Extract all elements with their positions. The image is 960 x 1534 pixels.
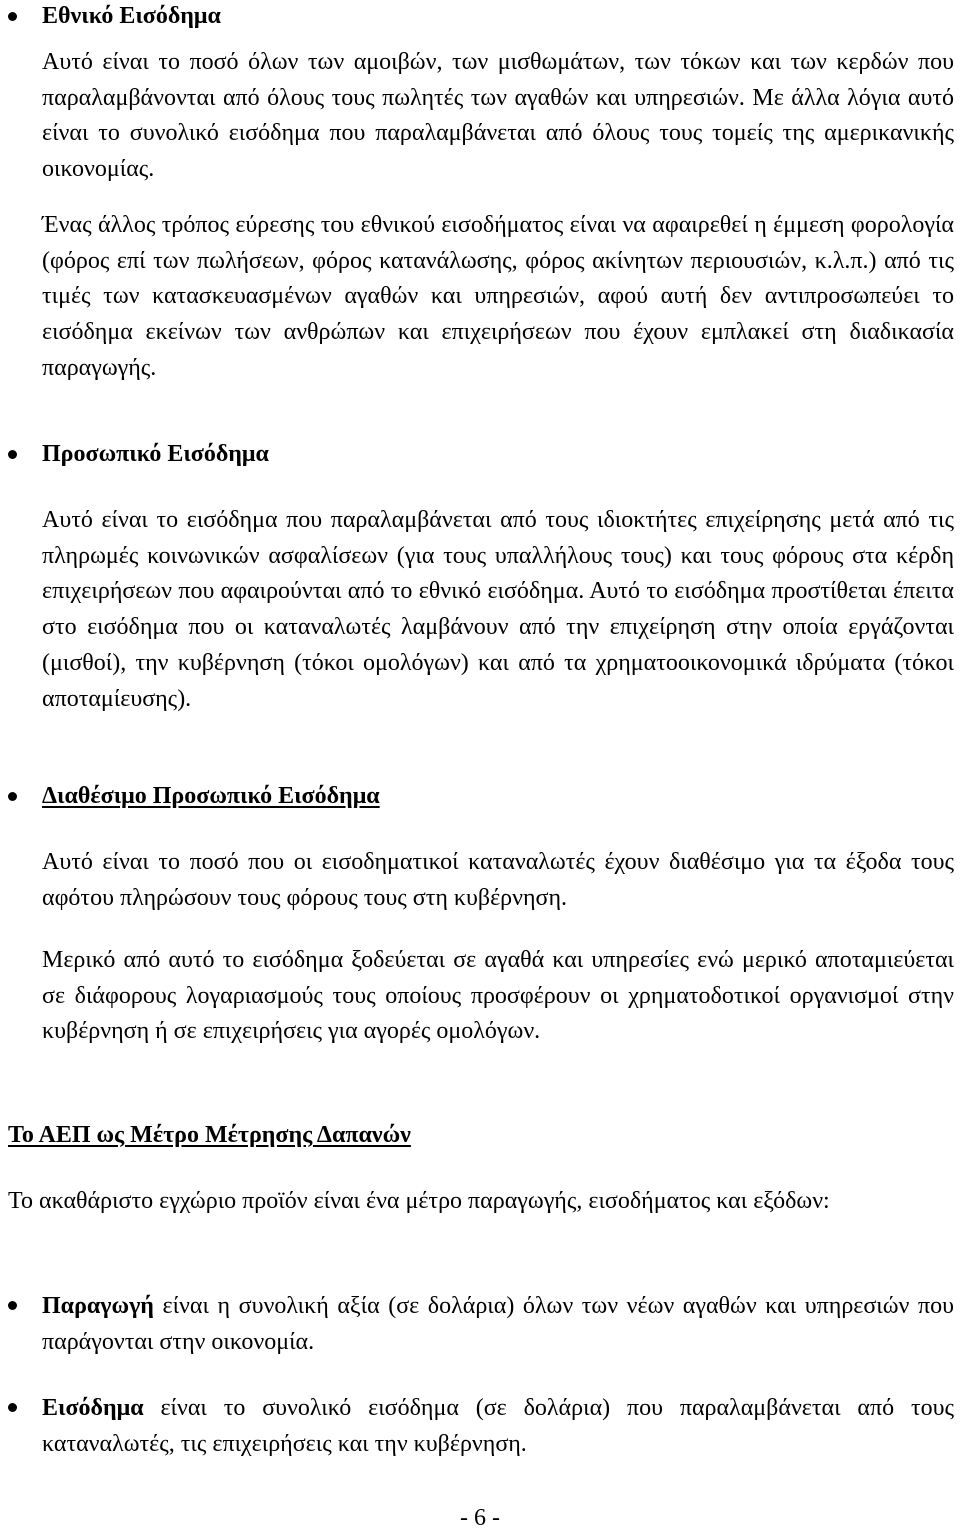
section-heading-national-income xyxy=(42,0,221,32)
heading-text: Το ΑΕΠ ως Μέτρο Μέτρησης Δαπανών xyxy=(8,1122,411,1148)
bullet-icon xyxy=(8,1301,17,1310)
list-item xyxy=(42,1391,954,1462)
term: Παραγωγή xyxy=(42,1293,154,1319)
heading-text: Διαθέσιμο Προσωπικό Εισόδημα xyxy=(42,783,380,809)
heading-text: Προσωπικό Εισόδημα xyxy=(42,441,269,467)
list-item xyxy=(42,1289,954,1360)
bullet-icon xyxy=(8,792,17,801)
bullet-icon xyxy=(8,12,17,21)
section-heading-gdp xyxy=(8,1119,411,1151)
section-heading-personal-income xyxy=(42,438,269,470)
definition: είναι το συνολικό εισόδημα (σε δολάρια) που παραλαμβάνεται από τους καταναλωτές, τις επιχειρήσεις και την κυβέρνηση. xyxy=(42,1395,954,1457)
paragraph: Μερικό από αυτό το εισόδημα ξοδεύεται σε αγαθά και υπηρεσίες ενώ μερικό αποταμιεύεται σε διάφορους λογαριασμούς τους οποίους προσφέρουν οι χρηματοδοτικοί οργανισμοί στην κυβέρνηση ή σε επιχειρήσεις για αγορές ομολόγων. xyxy=(42,947,954,1045)
bullet-icon xyxy=(8,450,17,459)
definition: είναι η συνολική αξία (σε δολάρια) όλων των νέων αγαθών και υπηρεσιών που παράγονται στην οικονομία. xyxy=(42,1293,954,1355)
page-number: - 6 - xyxy=(460,1505,500,1531)
paragraph: Ένας άλλος τρόπος εύρεσης του εθνικού εισοδήματος είναι να αφαιρεθεί η έμμεση φορολογία (φόρος επί των πωλήσεων, φόρος κατανάλωσης, φόρος ακίνητων περιουσιών, κ.λ.π.) από τις τιμές των κατασκευασμένων αγαθών και υπηρεσιών, αφού αυτή δεν αντιπροσωπεύει το εισόδημα εκείνων των ανθρώπων και επιχειρήσεων που έχουν εμπλακεί στη διαδικασία παραγωγής. xyxy=(42,212,954,381)
paragraph: Το ακαθάριστο εγχώριο προϊόν είναι ένα μέτρο παραγωγής, εισοδήματος και εξόδων: xyxy=(8,1188,830,1214)
bullet-icon xyxy=(8,1403,17,1412)
paragraph: Αυτό είναι το εισόδημα που παραλαμβάνεται από τους ιδιοκτήτες επιχείρησης μετά από τις πληρωμές κοινωνικών ασφαλίσεων (για τους υπαλλήλους τους) και τους φόρους στα κέρδη επιχειρήσεων που αφαιρούνται από το εθνικό εισόδημα. Αυτό το εισόδημα προστίθεται έπειτα στο εισόδημα που οι καταναλωτές λαμβάνουν από την επιχείρηση στην οποία εργάζονται (μισθοί), την κυβέρνηση (τόκοι ομολόγων) και από τα χρηματοοικονομικά ιδρύματα (τόκοι αποταμίευσης). xyxy=(42,507,954,712)
paragraph: Αυτό είναι το ποσό όλων των αμοιβών, των μισθωμάτων, των τόκων και των κερδών που παραλαμβάνονται από όλους τους πωλητές των αγαθών και υπηρεσιών. Με άλλα λόγια αυτό είναι το συνολικό εισόδημα που παραλαμβάνεται από όλους τους τομείς της αμερικανικής οικονομίας. xyxy=(42,49,954,183)
term: Εισόδημα xyxy=(42,1395,144,1421)
heading-text: Εθνικό Εισόδημα xyxy=(42,3,221,29)
paragraph: Αυτό είναι το ποσό που οι εισοδηματικοί καταναλωτές έχουν διαθέσιμο για τα έξοδα τους αφότου πληρώσουν τους φόρους τους στη κυβέρνηση. xyxy=(42,849,954,911)
section-heading-disposable-income xyxy=(42,780,380,812)
